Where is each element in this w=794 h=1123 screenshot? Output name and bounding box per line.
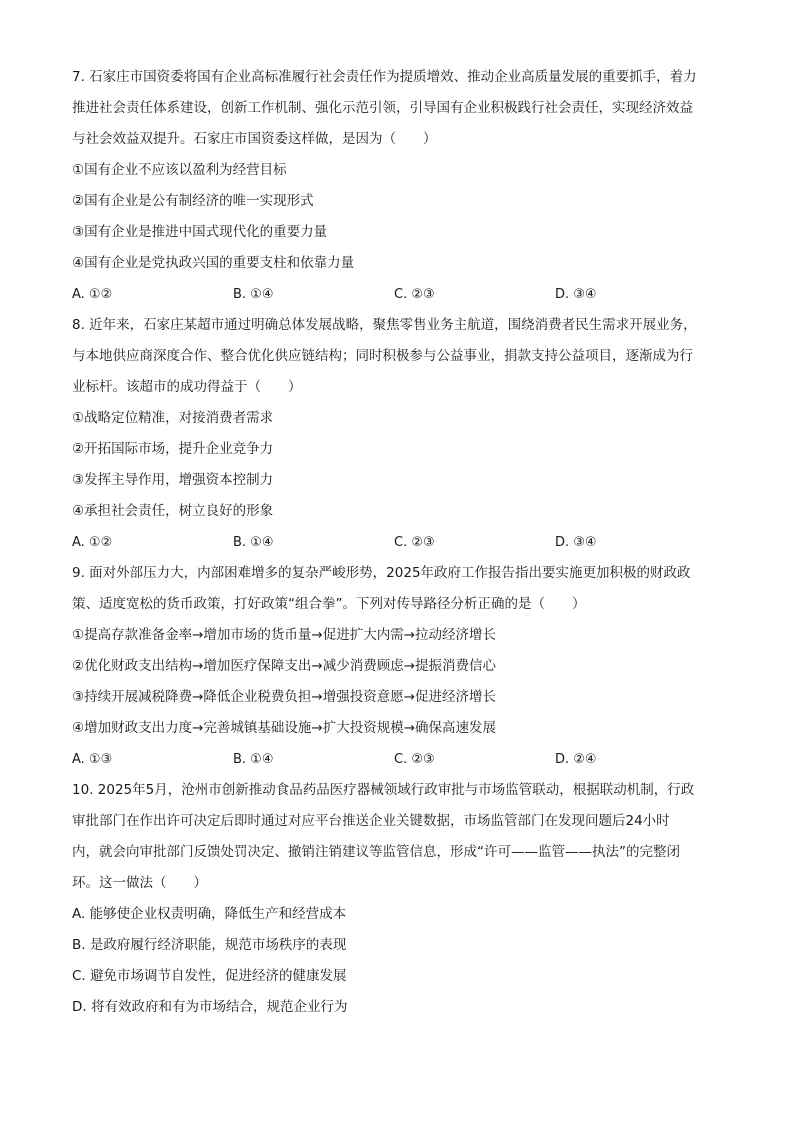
question-7-stem-line-3: 与社会效益双提升。石家庄市国资委这样做，是因为（ ）: [72, 131, 437, 147]
question-8-option-b: B. ①④: [233, 535, 274, 550]
question-10-stem-line-2: 审批部门在作出许可决定后即时通过对应平台推送企业关键数据，市场监管部门在发现问题后24小时: [72, 813, 670, 829]
question-7-option-b: B. ①④: [233, 287, 274, 302]
question-10-option-a: A. 能够使企业权责明确，降低生产和经营成本: [72, 906, 347, 922]
question-10-stem-line-4: 环。这一做法（ ）: [72, 875, 207, 891]
question-7-option-d: D. ③④: [555, 287, 597, 302]
question-10: [72, 775, 724, 1023]
question-8-stem-line-1: 8. 近年来，石家庄某超市通过明确总体发展战略，聚焦零售业务主航道，围绕消费者民生需求开展业务，: [72, 317, 697, 333]
question-7-option-c: C. ②③: [394, 287, 435, 302]
question-7-option-a: A. ①②: [72, 287, 113, 302]
question-8-stem-line-3: 业标杆。该超市的成功得益于（ ）: [72, 379, 302, 395]
question-8-item-2: ②开拓国际市场，提升企业竞争力: [72, 441, 274, 457]
question-7-item-4: ④国有企业是党执政兴国的重要支柱和依靠力量: [72, 255, 355, 271]
question-7-item-1: ①国有企业不应该以盈利为经营目标: [72, 162, 287, 178]
question-8-stem-line-2: 与本地供应商深度合作、整合优化供应链结构；同时积极参与公益事业，捐款支持公益项目，逐渐成为行: [72, 348, 693, 364]
question-9-option-a: A. ①③: [72, 752, 113, 767]
question-9-option-d: D. ②④: [555, 752, 597, 767]
question-10-option-d: D. 将有效政府和有为市场结合，规范企业行为: [72, 999, 348, 1015]
question-9-item-4: ④增加财政支出力度→完善城镇基础设施→扩大投资规模→确保高速发展: [72, 720, 497, 736]
question-9-item-2: ②优化财政支出结构→增加医疗保障支出→减少消费顾虑→提振消费信心: [72, 658, 497, 674]
question-10-option-c: C. 避免市场调节自发性，促进经济的健康发展: [72, 968, 347, 984]
question-8-option-c: C. ②③: [394, 535, 435, 550]
question-9-item-3: ③持续开展减税降费→降低企业税费负担→增强投资意愿→促进经济增长: [72, 689, 497, 705]
question-9: [72, 558, 724, 775]
question-8: [72, 310, 724, 558]
question-8-option-a: A. ①②: [72, 535, 113, 550]
question-9-stem-line-1: 9. 面对外部压力大，内部困难增多的复杂严峻形势，2025年政府工作报告指出要实施更加积极的财政政: [72, 565, 691, 581]
question-10-stem-line-1: 10. 2025年5月，沧州市创新推动食品药品医疗器械领域行政审批与市场监管联动，根据联动机制，行政: [72, 782, 695, 798]
question-9-option-b: B. ①④: [233, 752, 274, 767]
exam-page: [72, 62, 724, 1023]
question-8-item-4: ④承担社会责任，树立良好的形象: [72, 503, 274, 519]
question-7: [72, 62, 724, 310]
question-8-item-3: ③发挥主导作用，增强资本控制力: [72, 472, 274, 488]
question-9-item-1: ①提高存款准备金率→增加市场的货币量→促进扩大内需→拉动经济增长: [72, 627, 497, 643]
question-8-options: [72, 527, 724, 558]
question-9-options: [72, 744, 724, 775]
question-9-stem-line-2: 策、适度宽松的货币政策，打好政策“组合拳”。下列对传导路径分析正确的是（ ）: [72, 596, 586, 612]
question-8-option-d: D. ③④: [555, 535, 597, 550]
question-10-stem-line-3: 内，就会向审批部门反馈处罚决定、撤销注销建议等监管信息，形成“许可——监管——执法”的完整闭: [72, 844, 680, 860]
question-7-item-2: ②国有企业是公有制经济的唯一实现形式: [72, 193, 314, 209]
question-10-option-b: B. 是政府履行经济职能，规范市场秩序的表现: [72, 937, 347, 953]
question-7-item-3: ③国有企业是推进中国式现代化的重要力量: [72, 224, 328, 240]
question-7-stem-line-2: 推进社会责任体系建设，创新工作机制、强化示范引领，引导国有企业积极践行社会责任，实现经济效益: [72, 100, 693, 116]
question-7-stem-line-1: 7. 石家庄市国资委将国有企业高标准履行社会责任作为提质增效、推动企业高质量发展的重要抓手，着力: [72, 69, 697, 85]
question-8-item-1: ①战略定位精准，对接消费者需求: [72, 410, 274, 426]
question-9-option-c: C. ②③: [394, 752, 435, 767]
question-7-options: [72, 279, 724, 310]
